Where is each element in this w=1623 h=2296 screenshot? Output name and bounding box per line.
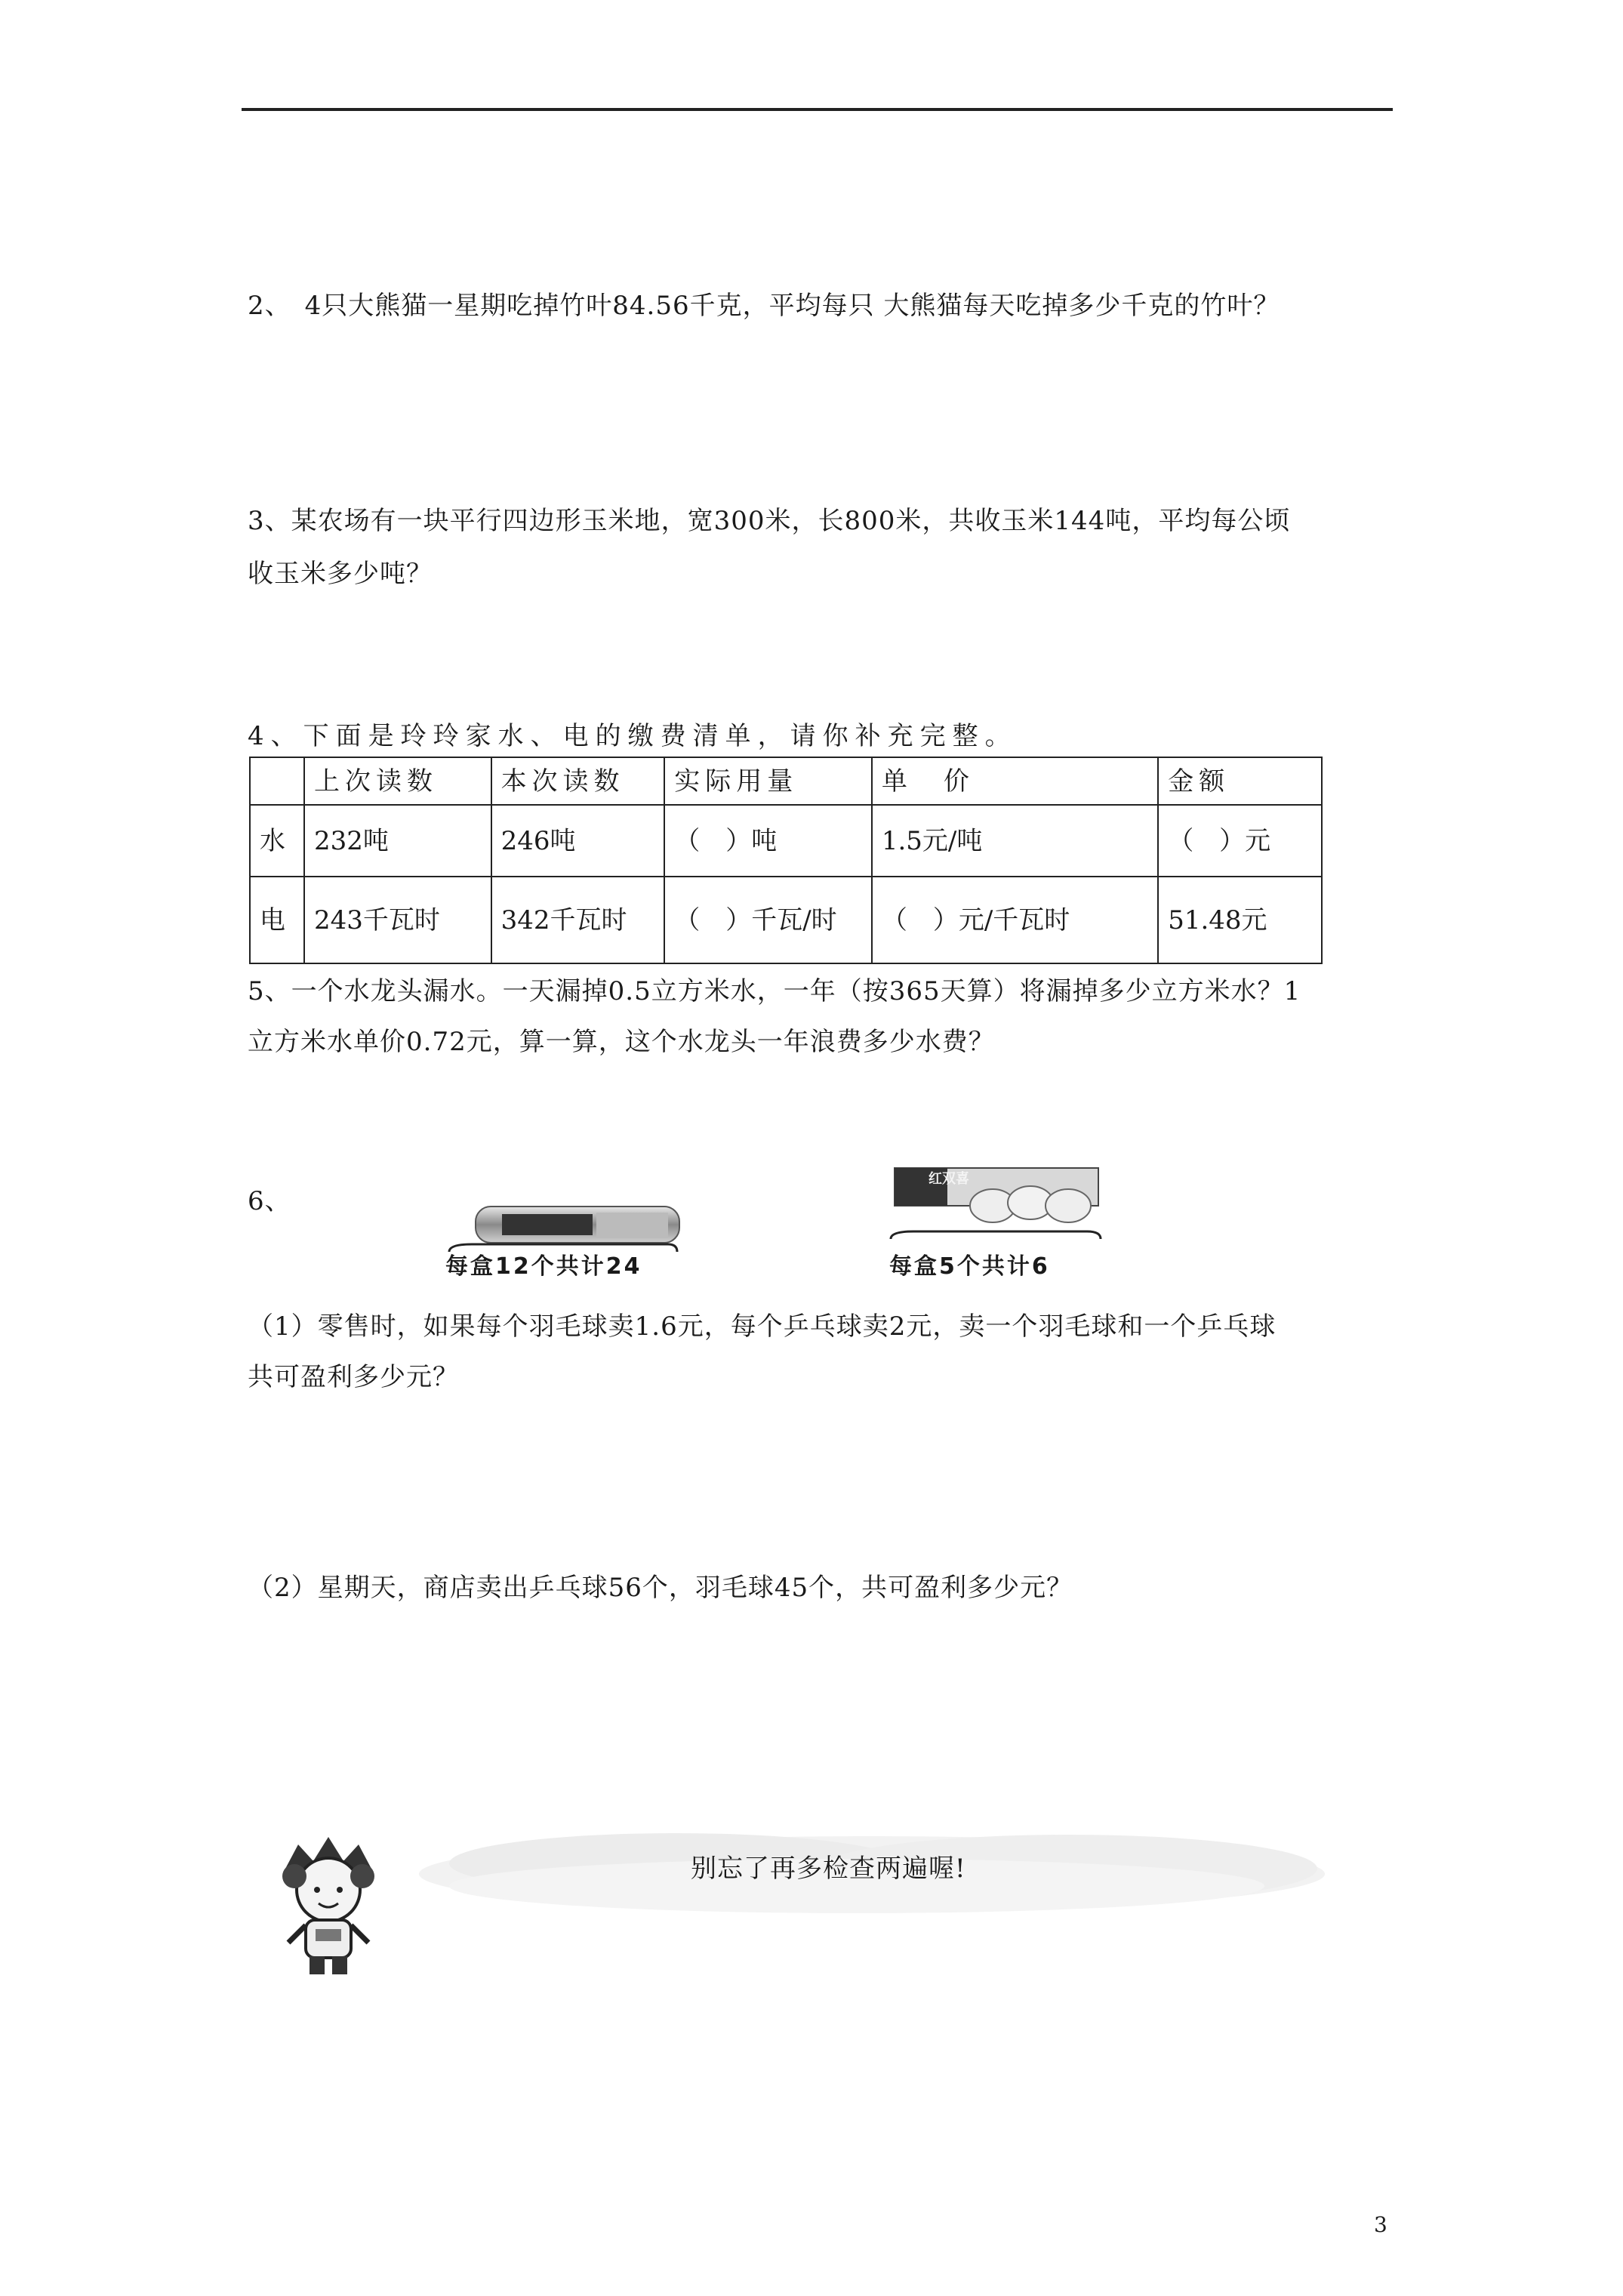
pingpong-caption: 每盒5个共计6 [889, 1253, 1050, 1280]
question-5-line1: 5、一个水龙头漏水。一天漏掉0.5立方米水，一年（按365天算）将漏掉多少立方米水？1 [248, 976, 1301, 1006]
question-6-1-line1: （1）零售时，如果每个羽毛球卖1.6元，每个乒乓球卖2元，卖一个羽毛球和一个乒乓球 [248, 1311, 1277, 1342]
table-cell: 51.48元 [1158, 877, 1322, 963]
table-header-row [250, 757, 1322, 805]
table-row-electricity [250, 877, 1322, 963]
top-rule [242, 108, 1393, 111]
badminton-caption: 每盒12个共计24 [445, 1253, 642, 1280]
table-row-water [250, 805, 1322, 877]
table-header-cell: 上次读数 [304, 757, 491, 805]
table-cell: （ ）元 [1158, 805, 1322, 877]
question-3-line2: 收玉米多少吨？ [248, 559, 433, 589]
table-header-cell: 实际用量 [664, 757, 872, 805]
table-cell: 246吨 [491, 805, 665, 877]
table-cell: 232吨 [304, 805, 491, 877]
question-6-2: （2）星期天，商店卖出乒乓球56个，羽毛球45个，共可盈利多少元？ [248, 1573, 1073, 1603]
question-4: 4、下面是玲玲家水、电的缴费清单，请你补充完整。 [248, 721, 1018, 751]
table-cell: 243千瓦时 [304, 877, 491, 963]
question-6-1-line2: 共可盈利多少元？ [248, 1362, 459, 1392]
table-cell: 1.5元/吨 [872, 805, 1158, 877]
table-header-cell: 金额 [1158, 757, 1322, 805]
table-header-cell [250, 757, 304, 805]
page-number: 3 [1374, 2212, 1387, 2237]
table-cell: （ ）元/千瓦时 [872, 877, 1158, 963]
table-cell: 电 [250, 877, 304, 963]
pingpong-brand-label: 红双喜 [929, 1171, 969, 1187]
utility-bill-table [249, 757, 1323, 964]
table-header-cell: 本次读数 [491, 757, 665, 805]
question-3-line1: 3、某农场有一块平行四边形玉米地，宽300米，长800米，共收玉米144吨，平均每公顷 [248, 506, 1291, 536]
table-cell: 水 [250, 805, 304, 877]
question-6-label: 6、 [248, 1186, 291, 1216]
table-cell: （ ）吨 [664, 805, 872, 877]
pingpong-box-image [883, 1159, 1110, 1250]
mascot-image [272, 1831, 385, 1978]
table-cell: 342千瓦时 [491, 877, 665, 963]
table-cell: （ ）千瓦/时 [664, 877, 872, 963]
question-2: 2、 4只大熊猫一星期吃掉竹叶84.56千克，平均每只 大熊猫每天吃掉多少千克的竹叶？ [248, 291, 1280, 321]
reminder-text: 别忘了再多检查两遍喔! [691, 1854, 966, 1884]
question-5-line2: 立方米水单价0.72元，算一算，这个水龙头一年浪费多少水费？ [248, 1027, 995, 1057]
table-header-cell: 单 价 [872, 757, 1158, 805]
